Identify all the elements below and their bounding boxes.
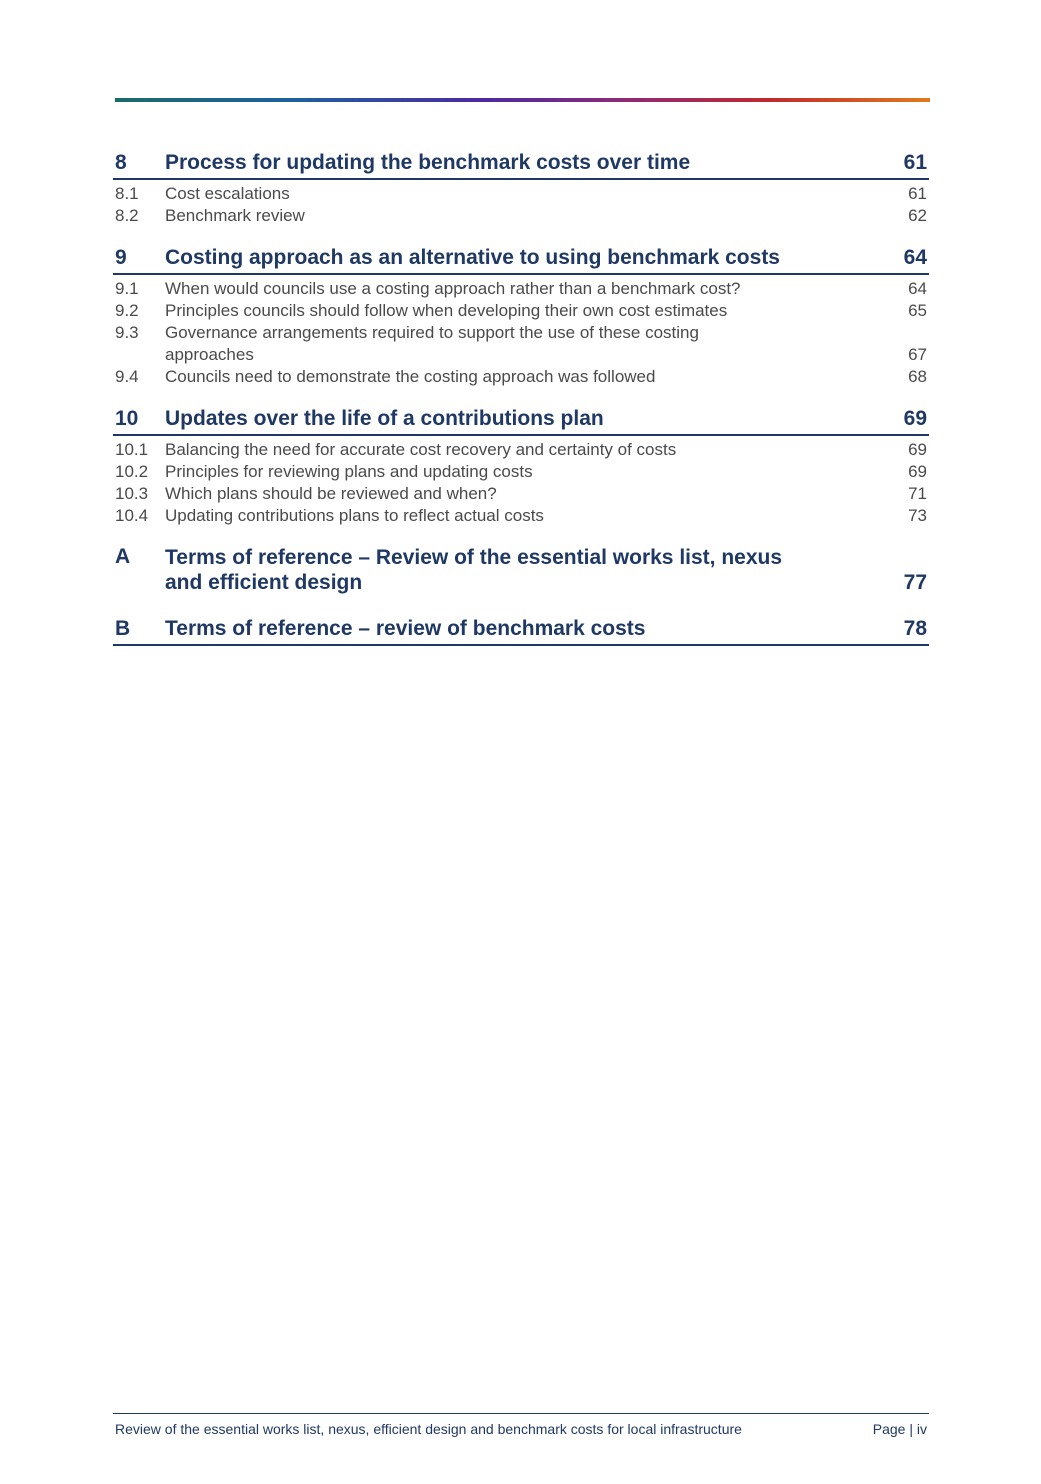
footer-page-number: Page | iv <box>872 1421 927 1437</box>
item-number: 8.2 <box>115 206 139 225</box>
item-number: 9.2 <box>115 301 139 320</box>
section-title: Terms of reference – Review of the essential works list, nexus and efficient design <box>165 546 783 594</box>
section-title: Process for updating the benchmark costs over time <box>165 151 691 174</box>
toc-item-8-1[interactable] <box>113 183 929 205</box>
section-number: A <box>115 545 131 568</box>
item-title: Principles for reviewing plans and updating costs <box>165 462 533 481</box>
toc-section-10[interactable] <box>113 406 929 436</box>
item-title: When would councils use a costing approach rather than a benchmark cost? <box>165 279 741 298</box>
item-title: Councils need to demonstrate the costing approach was followed <box>165 367 656 386</box>
item-title: Balancing the need for accurate cost recovery and certainty of costs <box>165 440 677 459</box>
section-number: 10 <box>115 407 139 430</box>
item-number: 8.1 <box>115 184 139 203</box>
header-color-bar <box>115 98 930 102</box>
item-page: 64 <box>908 279 927 298</box>
toc-appendix-b[interactable] <box>113 616 929 646</box>
toc-item-9-4[interactable] <box>113 366 929 388</box>
item-number: 10.1 <box>115 440 149 459</box>
item-page: 68 <box>908 367 927 386</box>
section-page: 69 <box>903 407 927 430</box>
item-title: Benchmark review <box>165 206 305 225</box>
toc-item-9-2[interactable] <box>113 300 929 322</box>
item-page: 69 <box>908 440 927 459</box>
toc-section-8[interactable] <box>113 150 929 180</box>
section-number: 9 <box>115 246 127 269</box>
item-number: 10.2 <box>115 462 149 481</box>
item-page: 67 <box>908 345 927 364</box>
toc-section-9[interactable] <box>113 245 929 275</box>
section-number: 8 <box>115 151 127 174</box>
item-page: 73 <box>908 506 927 525</box>
item-page: 71 <box>908 484 927 503</box>
section-page: 77 <box>903 571 927 594</box>
item-page: 62 <box>908 206 927 225</box>
section-title: Updates over the life of a contributions plan <box>165 407 604 430</box>
toc-appendix-a[interactable] <box>113 545 929 598</box>
section-page: 64 <box>903 246 927 269</box>
item-number: 9.1 <box>115 279 139 298</box>
item-title: Which plans should be reviewed and when? <box>165 484 497 503</box>
item-title: Updating contributions plans to reflect actual costs <box>165 506 544 525</box>
table-of-contents <box>113 150 929 646</box>
item-number: 10.4 <box>115 506 149 525</box>
toc-item-10-1[interactable] <box>113 439 929 461</box>
item-number: 9.3 <box>115 323 139 342</box>
item-page: 65 <box>908 301 927 320</box>
item-title: Cost escalations <box>165 184 290 203</box>
section-title: Terms of reference – review of benchmark costs <box>165 617 646 640</box>
page-footer <box>113 1413 929 1437</box>
toc-item-10-4[interactable] <box>113 505 929 527</box>
footer-document-title: Review of the essential works list, nexus, efficient design and benchmark costs for local infrastructure <box>115 1421 742 1437</box>
section-title: Costing approach as an alternative to using benchmark costs <box>165 246 780 269</box>
item-title: Governance arrangements required to support the use of these costing approaches <box>165 323 699 364</box>
item-page: 69 <box>908 462 927 481</box>
toc-item-9-1[interactable] <box>113 278 929 300</box>
section-page: 78 <box>903 617 927 640</box>
item-number: 9.4 <box>115 367 139 386</box>
toc-item-8-2[interactable] <box>113 205 929 227</box>
item-number: 10.3 <box>115 484 149 503</box>
item-page: 61 <box>908 184 927 203</box>
toc-item-9-3[interactable] <box>113 322 929 366</box>
toc-item-10-2[interactable] <box>113 461 929 483</box>
toc-item-10-3[interactable] <box>113 483 929 505</box>
section-page: 61 <box>903 151 927 174</box>
section-number: B <box>115 617 131 640</box>
item-title: Principles councils should follow when developing their own cost estimates <box>165 301 728 320</box>
